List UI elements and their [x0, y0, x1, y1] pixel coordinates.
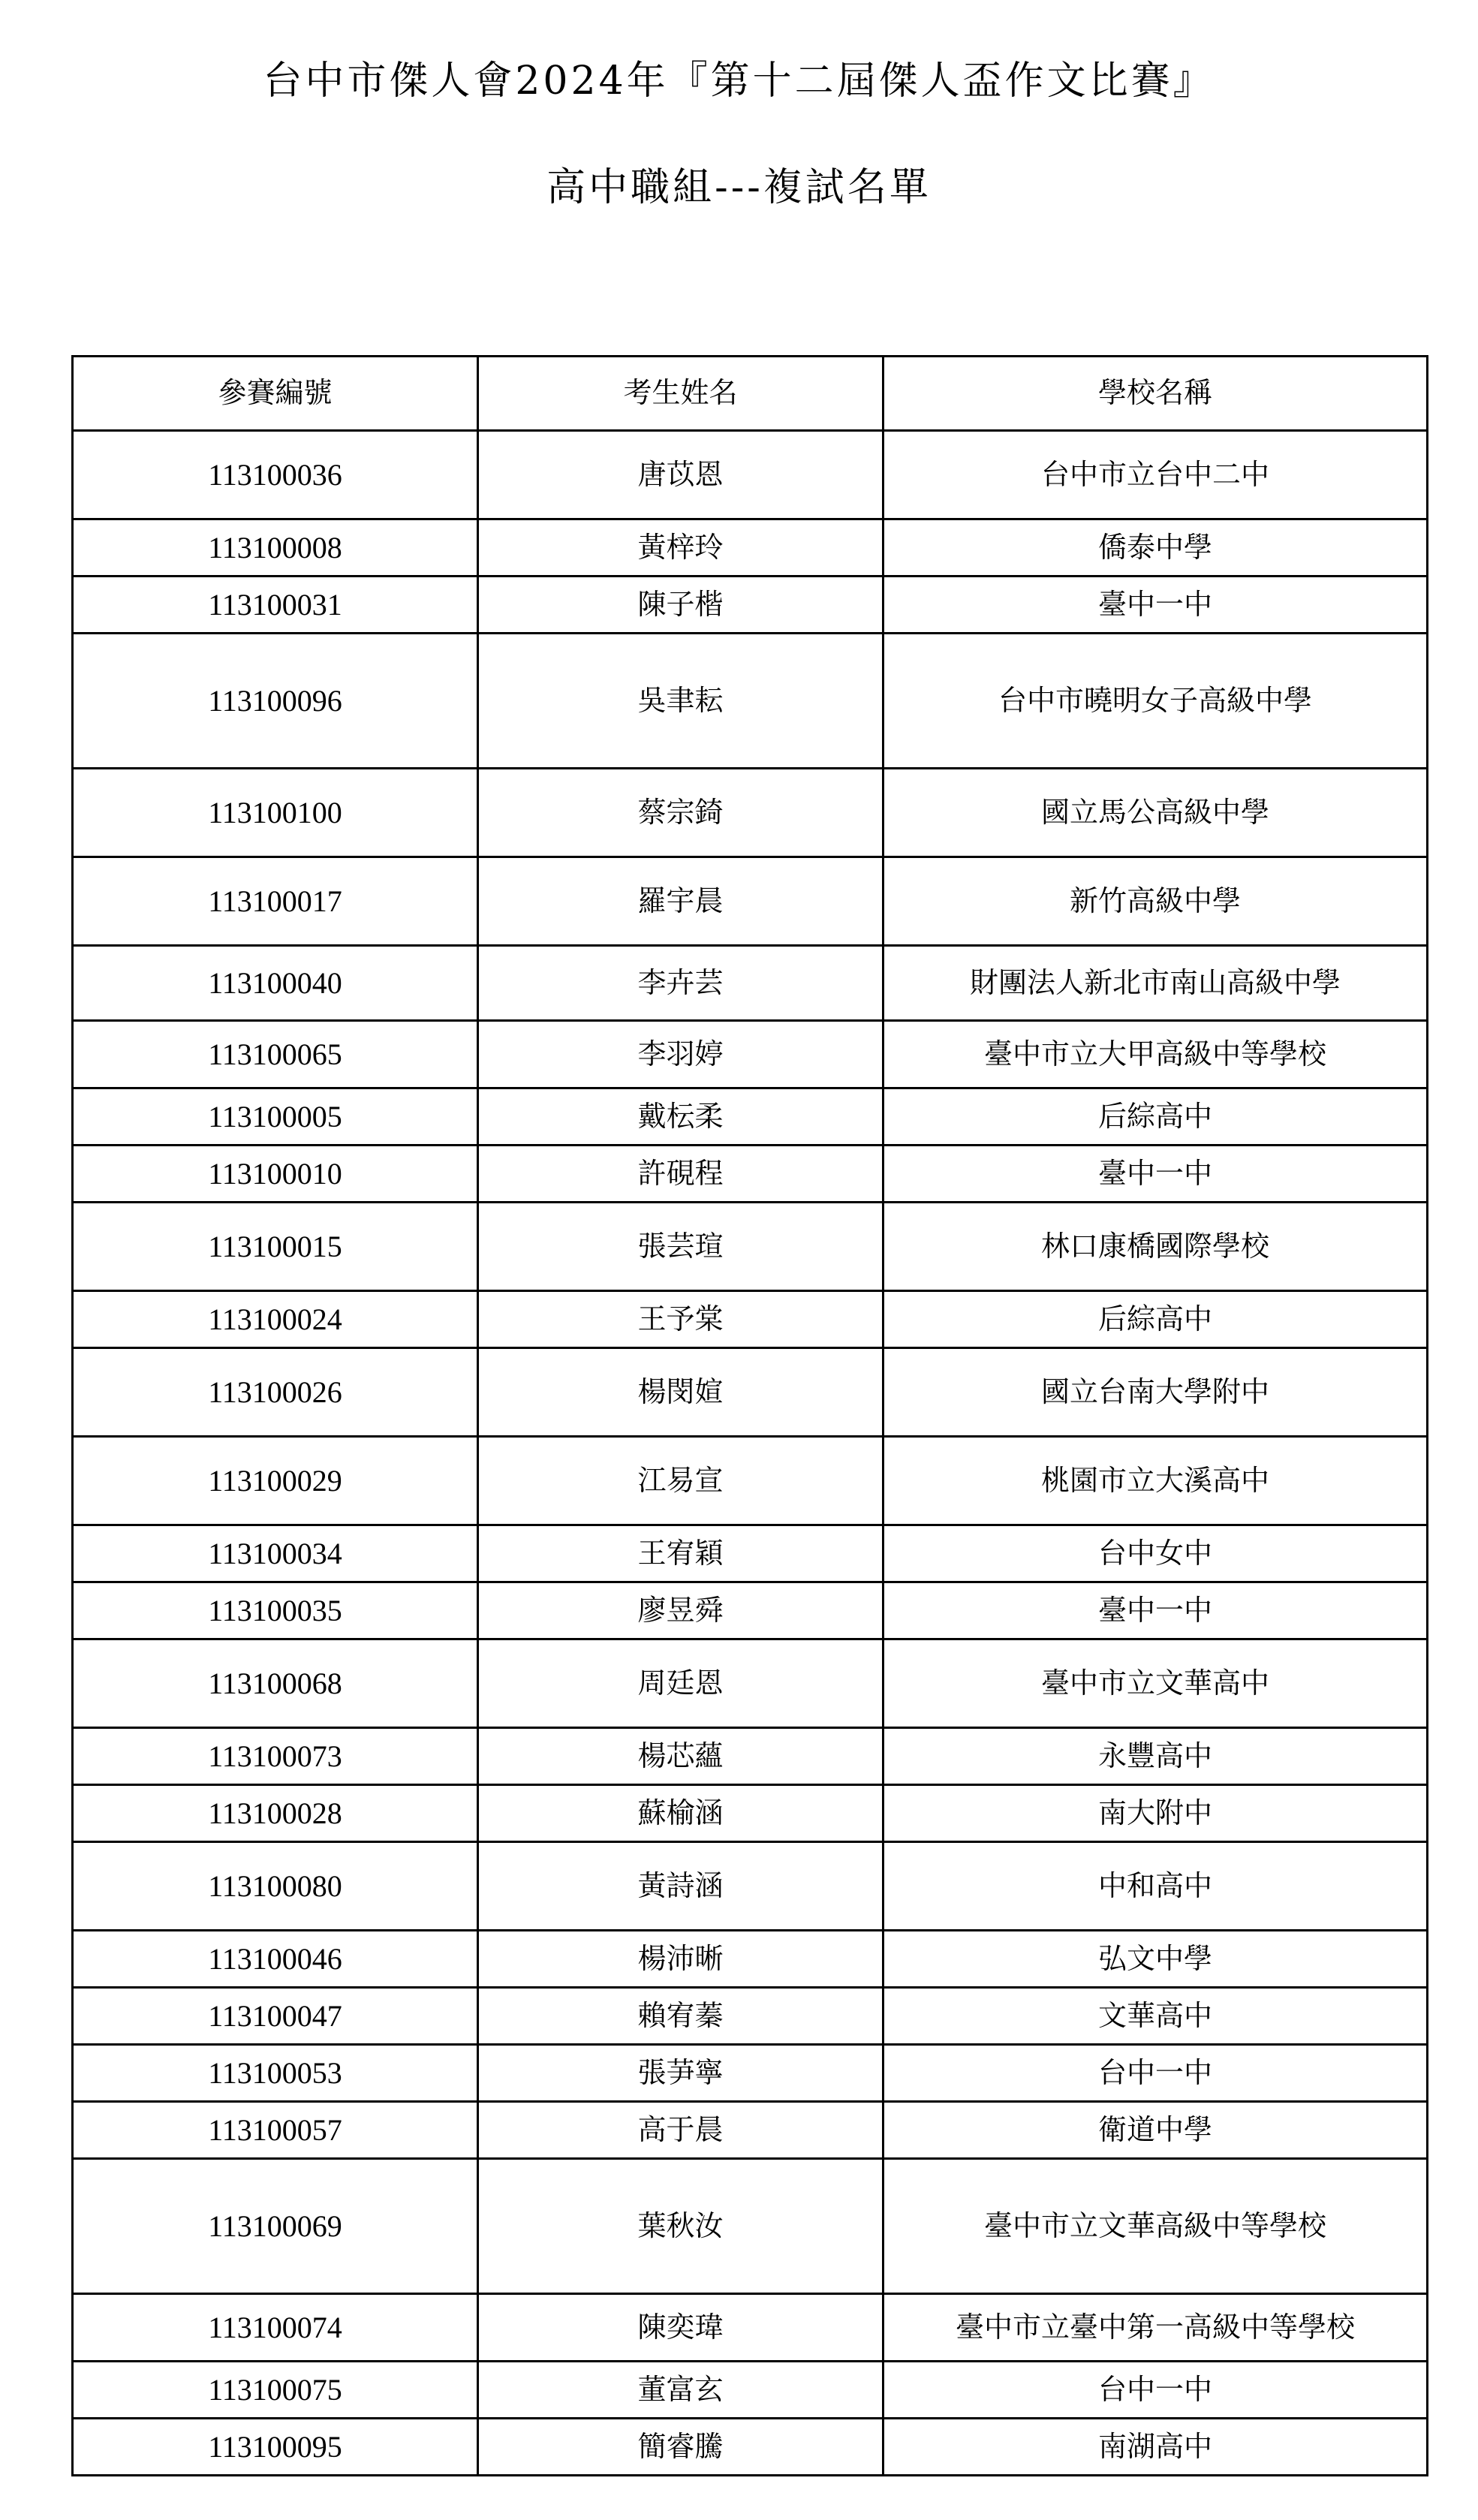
table-row — [73, 1525, 1428, 1582]
candidate-name-cell: 葉秋汝 — [478, 2159, 883, 2294]
table-row — [73, 1785, 1428, 1842]
table-header-row — [73, 357, 1428, 431]
school-name-cell: 南湖高中 — [883, 2419, 1428, 2476]
entry-number-cell: 113100026 — [73, 1348, 478, 1437]
table-row — [73, 1146, 1428, 1203]
candidate-name-cell: 唐苡恩 — [478, 431, 883, 519]
entry-number-cell: 113100074 — [73, 2294, 478, 2362]
candidate-name-cell: 董富玄 — [478, 2362, 883, 2419]
table-row — [73, 1728, 1428, 1785]
table-row — [73, 519, 1428, 577]
candidate-name-cell: 陳奕瑋 — [478, 2294, 883, 2362]
table-row — [73, 2294, 1428, 2362]
candidate-name-cell: 張芛寧 — [478, 2045, 883, 2102]
school-name-cell: 臺中市立臺中第一高級中等學校 — [883, 2294, 1428, 2362]
school-name-cell: 臺中一中 — [883, 1146, 1428, 1203]
entry-number-cell: 113100024 — [73, 1291, 478, 1348]
table-body — [73, 431, 1428, 2476]
entry-number-cell: 113100036 — [73, 431, 478, 519]
table-row — [73, 946, 1428, 1021]
school-name-cell: 台中一中 — [883, 2045, 1428, 2102]
document-subtitle: 高中職組---複試名單 — [546, 165, 932, 210]
table-row — [73, 1582, 1428, 1639]
header-candidate-name: 考生姓名 — [478, 357, 883, 431]
entry-number-cell: 113100080 — [73, 1842, 478, 1931]
entry-number-cell: 113100028 — [73, 1785, 478, 1842]
school-name-cell: 台中女中 — [883, 1525, 1428, 1582]
candidate-name-cell: 高于晨 — [478, 2102, 883, 2159]
candidate-name-cell: 江易宣 — [478, 1437, 883, 1525]
entry-number-cell: 113100040 — [73, 946, 478, 1021]
candidate-name-cell: 許硯程 — [478, 1146, 883, 1203]
entry-number-cell: 113100073 — [73, 1728, 478, 1785]
candidate-name-cell: 黃梓玲 — [478, 519, 883, 577]
candidate-name-cell: 王予棠 — [478, 1291, 883, 1348]
table-row — [73, 1931, 1428, 1988]
table-row — [73, 2159, 1428, 2294]
candidate-name-cell: 周廷恩 — [478, 1639, 883, 1728]
school-name-cell: 臺中市立大甲高級中等學校 — [883, 1021, 1428, 1088]
table-row — [73, 2102, 1428, 2159]
table-row — [73, 857, 1428, 946]
school-name-cell: 僑泰中學 — [883, 519, 1428, 577]
table-row — [73, 2362, 1428, 2419]
table-row — [73, 769, 1428, 857]
candidate-name-cell: 李羽婷 — [478, 1021, 883, 1088]
entry-number-cell: 113100017 — [73, 857, 478, 946]
entry-number-cell: 113100075 — [73, 2362, 478, 2419]
table-row — [73, 1842, 1428, 1931]
school-name-cell: 桃園市立大溪高中 — [883, 1437, 1428, 1525]
table-row — [73, 1203, 1428, 1291]
entry-number-cell: 113100029 — [73, 1437, 478, 1525]
candidate-name-cell: 王宥穎 — [478, 1525, 883, 1582]
entry-number-cell: 113100015 — [73, 1203, 478, 1291]
table-row — [73, 634, 1428, 769]
entry-number-cell: 113100034 — [73, 1525, 478, 1582]
table-row — [73, 431, 1428, 519]
entry-number-cell: 113100031 — [73, 577, 478, 634]
school-name-cell: 國立馬公高級中學 — [883, 769, 1428, 857]
table-row — [73, 2419, 1428, 2476]
table-row — [73, 1639, 1428, 1728]
school-name-cell: 衛道中學 — [883, 2102, 1428, 2159]
candidate-name-cell: 李卉芸 — [478, 946, 883, 1021]
school-name-cell: 弘文中學 — [883, 1931, 1428, 1988]
candidate-name-cell: 吳聿耘 — [478, 634, 883, 769]
entry-number-cell: 113100095 — [73, 2419, 478, 2476]
entry-number-cell: 113100065 — [73, 1021, 478, 1088]
school-name-cell: 后綜高中 — [883, 1291, 1428, 1348]
table-row — [73, 1348, 1428, 1437]
table-row — [73, 1088, 1428, 1146]
candidate-name-cell: 賴宥蓁 — [478, 1988, 883, 2045]
candidate-name-cell: 蘇榆涵 — [478, 1785, 883, 1842]
school-name-cell: 永豐高中 — [883, 1728, 1428, 1785]
school-name-cell: 后綜高中 — [883, 1088, 1428, 1146]
candidate-name-cell: 陳子楷 — [478, 577, 883, 634]
school-name-cell: 臺中市立文華高級中等學校 — [883, 2159, 1428, 2294]
entry-number-cell: 113100035 — [73, 1582, 478, 1639]
candidate-name-cell: 羅宇晨 — [478, 857, 883, 946]
school-name-cell: 台中市立台中二中 — [883, 431, 1428, 519]
header-entry-number: 參賽編號 — [73, 357, 478, 431]
entry-number-cell: 113100047 — [73, 1988, 478, 2045]
candidate-name-cell: 蔡宗錡 — [478, 769, 883, 857]
school-name-cell: 台中市曉明女子高級中學 — [883, 634, 1428, 769]
entry-number-cell: 113100008 — [73, 519, 478, 577]
table-row — [73, 1291, 1428, 1348]
school-name-cell: 臺中一中 — [883, 1582, 1428, 1639]
candidate-name-cell: 楊芯蘊 — [478, 1728, 883, 1785]
roster-table — [71, 355, 1428, 2476]
school-name-cell: 國立台南大學附中 — [883, 1348, 1428, 1437]
school-name-cell: 財團法人新北市南山高級中學 — [883, 946, 1428, 1021]
school-name-cell: 南大附中 — [883, 1785, 1428, 1842]
candidate-name-cell: 簡睿騰 — [478, 2419, 883, 2476]
school-name-cell: 新竹高級中學 — [883, 857, 1428, 946]
school-name-cell: 台中一中 — [883, 2362, 1428, 2419]
school-name-cell: 林口康橋國際學校 — [883, 1203, 1428, 1291]
entry-number-cell: 113100068 — [73, 1639, 478, 1728]
candidate-name-cell: 楊沛晰 — [478, 1931, 883, 1988]
school-name-cell: 文華高中 — [883, 1988, 1428, 2045]
table-row — [73, 1437, 1428, 1525]
school-name-cell: 臺中市立文華高中 — [883, 1639, 1428, 1728]
table-row — [73, 1021, 1428, 1088]
candidate-name-cell: 廖昱舜 — [478, 1582, 883, 1639]
entry-number-cell: 113100053 — [73, 2045, 478, 2102]
school-name-cell: 中和高中 — [883, 1842, 1428, 1931]
document-title: 台中市傑人會2024年『第十二屆傑人盃作文比賽』 — [263, 59, 1215, 104]
school-name-cell: 臺中一中 — [883, 577, 1428, 634]
table-row — [73, 577, 1428, 634]
entry-number-cell: 113100100 — [73, 769, 478, 857]
header-school-name: 學校名稱 — [883, 357, 1428, 431]
entry-number-cell: 113100057 — [73, 2102, 478, 2159]
candidate-name-cell: 黃詩涵 — [478, 1842, 883, 1931]
entry-number-cell: 113100046 — [73, 1931, 478, 1988]
table-row — [73, 2045, 1428, 2102]
candidate-name-cell: 楊閔媗 — [478, 1348, 883, 1437]
entry-number-cell: 113100010 — [73, 1146, 478, 1203]
entry-number-cell: 113100096 — [73, 634, 478, 769]
table-row — [73, 1988, 1428, 2045]
candidate-name-cell: 戴枟柔 — [478, 1088, 883, 1146]
entry-number-cell: 113100005 — [73, 1088, 478, 1146]
candidate-name-cell: 張芸瑄 — [478, 1203, 883, 1291]
entry-number-cell: 113100069 — [73, 2159, 478, 2294]
